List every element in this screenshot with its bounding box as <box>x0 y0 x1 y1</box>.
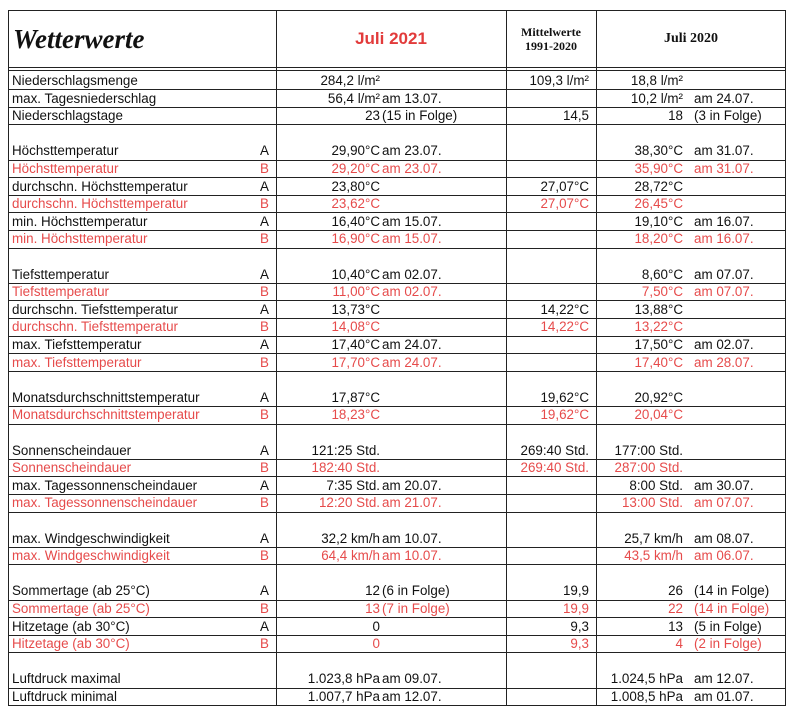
value-july-2020: 10,2 l/m² <box>630 90 683 106</box>
note-july-2021: (15 in Folge) <box>382 108 458 124</box>
row-label: Tiefsttemperatur <box>12 266 109 282</box>
table-row <box>8 72 786 90</box>
value-july-2020: 18 <box>668 108 683 124</box>
row-variant: B <box>260 319 269 335</box>
table-title: Wetterwerte <box>13 23 145 54</box>
row-variant: B <box>260 636 269 652</box>
value-july-2020: 17,40°C <box>634 354 683 370</box>
value-july-2021: 1.023,8 hPa <box>307 671 380 687</box>
value-july-2020: 43,5 km/h <box>624 548 683 564</box>
column-divider <box>276 10 277 706</box>
note-july-2020: am 28.07. <box>694 354 754 370</box>
row-divider <box>8 371 786 372</box>
row-divider <box>8 617 786 618</box>
note-july-2020: am 06.07. <box>694 548 754 564</box>
table-row <box>8 600 786 618</box>
note-july-2020: am 31.07. <box>694 161 754 176</box>
value-july-2020: 4 <box>675 636 683 652</box>
row-variant: B <box>260 284 269 300</box>
value-july-2021: 121:25 Std. <box>311 442 380 458</box>
row-divider <box>8 564 786 565</box>
value-mittelwert: 14,5 <box>562 108 589 124</box>
value-july-2021: 56,4 l/m² <box>327 90 380 106</box>
value-july-2020: 26 <box>668 583 683 599</box>
note-july-2020: (14 in Folge) <box>694 601 770 616</box>
row-label: max. Tiefsttemperatur <box>12 337 142 352</box>
value-july-2020: 8:00 Std. <box>629 477 683 493</box>
note-july-2020: am 16.07. <box>694 231 754 247</box>
value-july-2021: 182:40 Std. <box>311 460 380 476</box>
value-july-2020: 13 <box>668 618 683 634</box>
note-july-2020: am 12.07. <box>694 671 754 687</box>
value-july-2020: 13:00 Std. <box>621 495 683 511</box>
value-july-2020: 13,88°C <box>634 301 683 317</box>
value-july-2020: 38,30°C <box>634 143 683 159</box>
value-july-2021: 23,62°C <box>331 196 380 212</box>
value-july-2020: 1.008,5 hPa <box>610 689 683 704</box>
note-july-2020: am 01.07. <box>694 689 754 704</box>
value-july-2021: 14,08°C <box>331 319 380 335</box>
value-july-2020: 35,90°C <box>634 161 683 176</box>
row-divider <box>8 547 786 548</box>
row-divider <box>8 512 786 513</box>
column-header-july-2020: Juli 2020 <box>663 31 719 46</box>
row-variant: A <box>260 213 269 229</box>
value-july-2021: 0 <box>372 618 380 634</box>
row-variant: A <box>260 301 269 317</box>
value-july-2021: 29,90°C <box>331 143 380 159</box>
row-variant: B <box>260 231 269 247</box>
value-mittelwert: 14,22°C <box>540 301 589 317</box>
value-mittelwert: 9,3 <box>570 618 589 634</box>
value-july-2021: 284,2 l/m² <box>320 73 380 88</box>
note-july-2021: am 23.07. <box>382 161 442 176</box>
row-divider <box>8 424 786 425</box>
value-mittelwert: 9,3 <box>570 636 589 652</box>
table-row <box>8 336 786 354</box>
value-mittelwert: 269:40 Std. <box>520 442 589 458</box>
note-july-2020: am 08.07. <box>694 530 754 546</box>
note-july-2021: am 15.07. <box>382 213 442 229</box>
column-divider <box>8 10 9 706</box>
value-july-2020: 287:00 Std. <box>614 460 683 476</box>
table-row <box>8 688 786 706</box>
table-row <box>8 195 786 213</box>
note-july-2021: am 21.07. <box>382 495 442 511</box>
value-mittelwert: 19,62°C <box>540 407 589 423</box>
row-divider <box>8 336 786 337</box>
note-july-2021: am 13.07. <box>382 90 442 106</box>
row-divider <box>8 67 786 68</box>
table-row <box>8 142 786 160</box>
value-july-2021: 11,00°C <box>332 284 380 300</box>
value-july-2021: 32,2 km/h <box>321 530 380 546</box>
value-july-2021: 29,20°C <box>331 161 380 176</box>
note-july-2020: (14 in Folge) <box>694 583 770 599</box>
row-divider <box>8 107 786 108</box>
row-label: Sommertage (ab 25°C) <box>12 601 150 616</box>
value-mittelwert: 27,07°C <box>540 178 589 194</box>
note-july-2021: am 02.07. <box>382 284 442 300</box>
note-july-2020: am 24.07. <box>694 90 754 106</box>
value-july-2021: 17,70°C <box>331 354 380 370</box>
weather-table <box>8 10 786 710</box>
table-row <box>8 477 786 495</box>
row-divider <box>8 195 786 196</box>
table-row <box>8 283 786 301</box>
value-july-2020: 28,72°C <box>634 178 683 194</box>
row-divider <box>8 89 786 90</box>
value-mittelwert: 19,9 <box>562 601 589 616</box>
row-variant: A <box>260 178 269 194</box>
note-july-2020: am 30.07. <box>694 477 754 493</box>
row-divider <box>8 688 786 689</box>
row-divider <box>8 177 786 178</box>
row-label: Tiefsttemperatur <box>12 284 109 300</box>
row-variant: A <box>260 477 269 493</box>
note-july-2020: (3 in Folge) <box>694 108 762 124</box>
column-divider <box>596 10 597 706</box>
value-july-2020: 26,45°C <box>634 196 683 212</box>
value-july-2021: 10,40°C <box>331 266 380 282</box>
value-july-2020: 18,8 l/m² <box>630 73 683 88</box>
value-july-2020: 17,50°C <box>634 337 683 352</box>
table-row <box>8 301 786 319</box>
value-july-2021: 13 <box>365 601 380 616</box>
value-july-2020: 18,20°C <box>634 231 683 247</box>
row-label: Luftdruck minimal <box>12 689 117 704</box>
row-divider <box>8 600 786 601</box>
row-variant: A <box>260 618 269 634</box>
note-july-2020: am 16.07. <box>694 213 754 229</box>
value-mittelwert: 19,62°C <box>540 389 589 405</box>
note-july-2020: am 07.07. <box>694 495 754 511</box>
note-july-2021: am 15.07. <box>382 231 442 247</box>
row-variant: B <box>260 460 269 476</box>
row-divider <box>8 652 786 653</box>
value-july-2021: 13,73°C <box>331 301 380 317</box>
value-july-2020: 20,92°C <box>634 389 683 405</box>
row-variant: B <box>260 548 269 564</box>
row-variant: B <box>260 354 269 370</box>
value-july-2021: 16,40°C <box>331 213 380 229</box>
value-mittelwert: 14,22°C <box>540 319 589 335</box>
table-row <box>8 389 786 407</box>
note-july-2020: am 07.07. <box>694 284 754 300</box>
mittelwerte-period: 1991-2020 <box>525 39 577 53</box>
value-july-2021: 12 <box>365 583 380 599</box>
value-july-2021: 1.007,7 hPa <box>307 689 380 704</box>
note-july-2021: am 20.07. <box>382 477 442 493</box>
row-label: durchschn. Tiefsttemperatur <box>12 319 178 335</box>
row-label: Höchsttemperatur <box>12 143 119 159</box>
row-label: max. Tagessonnenscheindauer <box>12 495 198 511</box>
table-row <box>8 107 786 125</box>
table-row <box>8 530 786 548</box>
row-variant: A <box>260 143 269 159</box>
row-variant: A <box>260 266 269 282</box>
column-divider <box>506 10 507 706</box>
row-label: durchschn. Höchsttemperatur <box>12 196 188 212</box>
row-divider <box>8 459 786 460</box>
row-label: durchschn. Höchsttemperatur <box>12 178 188 194</box>
row-label: min. Höchsttemperatur <box>12 213 148 229</box>
note-july-2021: am 23.07. <box>382 143 442 159</box>
row-label: Niederschlagsmenge <box>12 73 138 88</box>
table-row <box>8 90 786 108</box>
row-variant: A <box>260 530 269 546</box>
mittelwerte-label: Mittelwerte <box>521 25 581 39</box>
note-july-2021: am 12.07. <box>382 689 442 704</box>
row-label: Sonnenscheindauer <box>12 460 132 476</box>
column-header-july-2021: Juli 2021 <box>355 29 427 48</box>
row-variant: A <box>260 583 269 599</box>
note-july-2020: am 02.07. <box>694 337 754 352</box>
table-row <box>8 459 786 477</box>
note-july-2021: am 24.07. <box>382 337 442 352</box>
table-row <box>8 160 786 178</box>
column-divider <box>785 10 786 706</box>
table-row <box>8 670 786 688</box>
value-july-2021: 16,90°C <box>331 231 380 247</box>
row-divider <box>8 10 786 11</box>
row-variant: A <box>260 389 269 405</box>
table-row <box>8 547 786 565</box>
row-variant: B <box>260 407 269 423</box>
row-divider <box>8 300 786 301</box>
table-row <box>8 582 786 600</box>
note-july-2021: am 09.07. <box>382 671 442 687</box>
value-july-2021: 12:20 Std. <box>318 495 380 511</box>
table-row <box>8 266 786 284</box>
row-divider <box>8 494 786 495</box>
row-divider <box>8 476 786 477</box>
value-july-2021: 17,87°C <box>331 389 380 405</box>
value-mittelwert: 27,07°C <box>540 196 589 212</box>
row-label: Monatsdurchschnittstemperatur <box>12 407 200 423</box>
row-label: Luftdruck maximal <box>12 671 121 687</box>
table-row <box>8 230 786 248</box>
row-divider <box>8 705 786 706</box>
value-mittelwert: 109,3 l/m² <box>529 73 589 88</box>
value-july-2020: 8,60°C <box>641 266 683 282</box>
value-july-2020: 19,10°C <box>634 213 683 229</box>
row-label: max. Tagessonnenscheindauer <box>12 477 198 493</box>
note-july-2021: (7 in Folge) <box>382 601 450 616</box>
table-row <box>8 318 786 336</box>
value-july-2020: 22 <box>668 601 683 616</box>
note-july-2021: am 24.07. <box>382 354 442 370</box>
row-variant: B <box>260 601 269 616</box>
note-july-2021: (6 in Folge) <box>382 583 450 599</box>
row-variant: B <box>260 196 269 212</box>
table-row <box>8 406 786 424</box>
value-mittelwert: 19,9 <box>562 583 589 599</box>
note-july-2020: am 07.07. <box>694 266 754 282</box>
value-july-2020: 177:00 Std. <box>614 442 683 458</box>
table-row <box>8 442 786 460</box>
row-divider <box>8 160 786 161</box>
table-row <box>8 494 786 512</box>
value-july-2020: 1.024,5 hPa <box>610 671 683 687</box>
row-variant: A <box>260 337 269 352</box>
row-label: min. Höchsttemperatur <box>12 231 148 247</box>
row-variant: A <box>260 442 269 458</box>
row-label: max. Tiefsttemperatur <box>12 354 142 370</box>
note-july-2020: (5 in Folge) <box>694 618 762 634</box>
row-label: Hitzetage (ab 30°C) <box>12 618 130 634</box>
row-divider <box>8 635 786 636</box>
row-label: Höchsttemperatur <box>12 161 119 176</box>
row-divider <box>8 212 786 213</box>
value-july-2021: 0 <box>372 636 380 652</box>
note-july-2021: am 10.07. <box>382 548 442 564</box>
value-july-2021: 23,80°C <box>331 178 380 194</box>
value-july-2021: 18,23°C <box>331 407 380 423</box>
row-label: Monatsdurchschnittstemperatur <box>12 389 200 405</box>
row-divider <box>8 353 786 354</box>
row-label: Sommertage (ab 25°C) <box>12 583 150 599</box>
row-divider <box>8 406 786 407</box>
note-july-2021: am 10.07. <box>382 530 442 546</box>
note-july-2020: am 31.07. <box>694 143 754 159</box>
row-label: Hitzetage (ab 30°C) <box>12 636 130 652</box>
row-variant: B <box>260 495 269 511</box>
note-july-2021: am 02.07. <box>382 266 442 282</box>
row-divider <box>8 318 786 319</box>
row-divider <box>8 124 786 125</box>
row-label: max. Windgeschwindigkeit <box>12 530 170 546</box>
value-july-2020: 20,04°C <box>634 407 683 423</box>
value-july-2021: 64,4 km/h <box>321 548 380 564</box>
value-july-2021: 17,40°C <box>331 337 380 352</box>
table-row <box>8 354 786 372</box>
value-mittelwert: 269:40 Std. <box>520 460 589 476</box>
row-label: max. Tagesniederschlag <box>12 90 157 106</box>
value-july-2020: 13,22°C <box>634 319 683 335</box>
value-july-2020: 25,7 km/h <box>624 530 683 546</box>
row-variant: B <box>260 161 269 176</box>
table-row <box>8 618 786 636</box>
table-row <box>8 635 786 653</box>
row-label: max. Windgeschwindigkeit <box>12 548 170 564</box>
note-july-2020: (2 in Folge) <box>694 636 762 652</box>
row-label: durchschn. Tiefsttemperatur <box>12 301 178 317</box>
table-row <box>8 178 786 196</box>
row-divider <box>8 248 786 249</box>
row-divider <box>8 283 786 284</box>
value-july-2021: 7:35 Std. <box>326 477 380 493</box>
row-divider <box>8 230 786 231</box>
row-divider <box>8 70 786 71</box>
value-july-2021: 23 <box>365 108 380 124</box>
row-label: Niederschlagstage <box>12 108 123 124</box>
table-row <box>8 213 786 231</box>
row-label: Sonnenscheindauer <box>12 442 132 458</box>
column-header-mittelwerte <box>506 10 596 68</box>
value-july-2020: 7,50°C <box>641 284 683 300</box>
